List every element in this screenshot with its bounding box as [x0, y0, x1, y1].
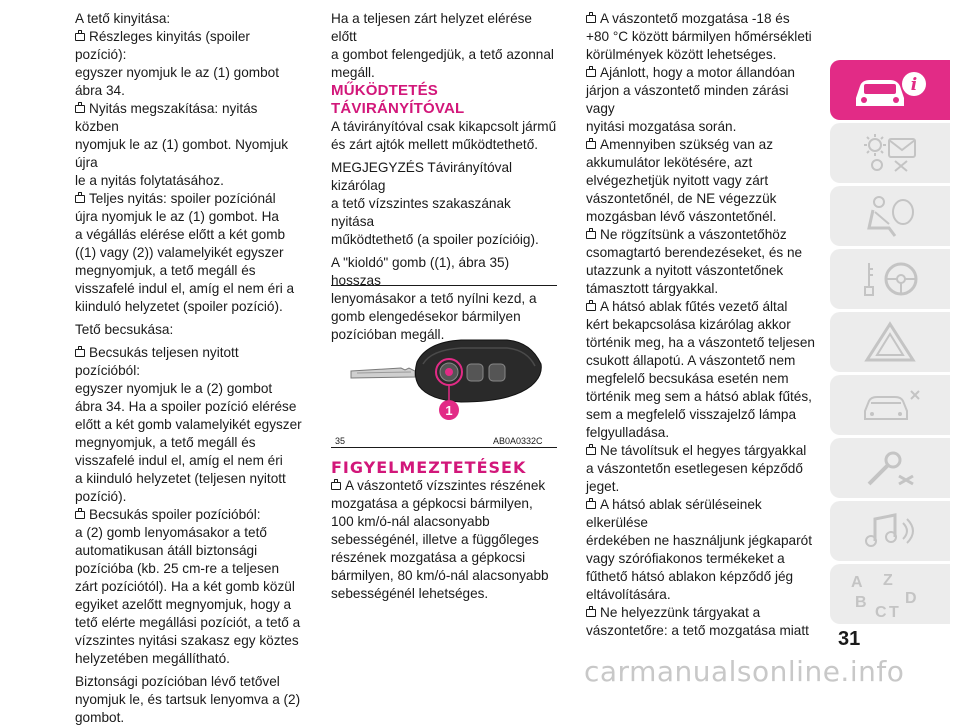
remote-key-figure — [331, 292, 557, 442]
bullet-icon — [586, 501, 596, 509]
figure-code: AB0A0332C — [493, 436, 543, 446]
paragraph: +80 °C között bármilyen hőmérsékleti — [586, 29, 812, 44]
dashboard-lights-icon — [855, 131, 925, 175]
paragraph: mozgásban lévő vászontetőnél. — [586, 209, 777, 224]
tab-emergency[interactable] — [830, 312, 950, 372]
paragraph: ábra 34. Ha a spoiler pozíció elérése — [75, 399, 297, 414]
bullet-line: Ne rögzítsünk a vászontetőhöz — [586, 226, 818, 244]
paragraph: bármilyen, 80 km/ó-nál alacsonyabb — [331, 568, 549, 583]
bullet-line: A hátsó ablak sérüléseinek elkerülése — [586, 497, 762, 530]
text-column-1 — [75, 10, 305, 727]
bullet-icon — [75, 511, 85, 519]
paragraph: Biztonsági pozícióban lévő tetővel — [75, 674, 280, 689]
bullet-icon — [586, 69, 596, 77]
bullet-icon — [586, 609, 596, 617]
button-3 — [489, 364, 505, 381]
paragraph: a gombot felengedjük, a tető azonnal — [331, 47, 554, 62]
paragraph: megáll. — [331, 65, 375, 80]
figure-bottom-rule — [331, 447, 557, 448]
warnings-block — [331, 459, 557, 603]
bullet-line: A vászontető mozgatása -18 és — [586, 10, 818, 28]
paragraph: pozícióba (kb. 25 cm-re a teljesen — [75, 561, 280, 576]
paragraph: Ha a teljesen zárt helyzet elérése előtt — [331, 11, 532, 44]
paragraph: a kiinduló helyzetet (teljesen nyitott — [75, 471, 286, 486]
tab-starting-driving[interactable] — [830, 249, 950, 309]
info-glyph: i — [910, 75, 918, 95]
key-steering-icon — [855, 257, 925, 301]
bullet-icon — [586, 447, 596, 455]
tab-dashboard[interactable] — [830, 123, 950, 183]
bullet-icon — [586, 303, 596, 311]
paragraph: sem a megfelelő visszajelző lámpa — [586, 407, 797, 422]
tab-index[interactable] — [830, 564, 950, 624]
paragraph: történik meg sem a hátsó ablak fűtés, — [586, 389, 812, 404]
warnings-heading: FIGYELMEZTETÉSEK — [331, 458, 527, 477]
paragraph: vízszintes nyitási szakasz egy köztes — [75, 633, 299, 648]
paragraph: egyszer nyomjuk le az (1) gombot — [75, 65, 279, 80]
chapter-tabs — [830, 60, 960, 627]
bullet-line: Nyitás megszakítása: nyitás közben — [75, 101, 258, 134]
button-1-symbol-icon — [445, 368, 453, 376]
bullet-line: A vászontető vízszintes részének — [331, 477, 557, 495]
paragraph: A tető kinyitása: — [75, 11, 171, 26]
bullet-line: Ne távolítsuk el hegyes tárgyakkal — [586, 442, 818, 460]
bullet-line: Részleges kinyitás (spoiler pozíció): — [75, 29, 250, 62]
paragraph: lenyomásakor a tető nyílni kezd, a — [331, 291, 537, 306]
paragraph: a tető vízszintes szakaszának nyitása — [331, 196, 511, 229]
paragraph: egyiket azelőtt megnyomjuk, hogy a — [75, 597, 292, 612]
figure-top-rule — [331, 285, 557, 286]
paragraph: fűthető hátsó ablakon képződő jég — [586, 569, 794, 584]
paragraph: megfelelő becsukása esetén nem — [586, 371, 789, 386]
bullet-icon — [586, 141, 596, 149]
paragraph: csomagtartó berendezéseket, és ne — [586, 245, 803, 260]
paragraph: ábra 34. — [75, 83, 125, 98]
paragraph: vászontetőnél, de NE végezzük — [586, 191, 777, 206]
paragraph: vászontetőre: a tető mozgatása miatt — [586, 623, 809, 638]
paragraph: jeget. — [586, 479, 620, 494]
bullet-line: Amennyiben szükség van az — [586, 136, 818, 154]
paragraph: akkumulátor lekötésére, azt — [586, 155, 753, 170]
paragraph: ((1) vagy (2)) valamelyikét egyszer — [75, 245, 284, 260]
wrench-tools-icon — [855, 446, 925, 490]
bullet-icon — [75, 33, 85, 41]
bullet-icon — [75, 195, 85, 203]
paragraph: sebességénél lehetséges. — [331, 586, 489, 601]
paragraph: visszafelé indul el, amíg el nem éri a — [75, 281, 295, 296]
paragraph: működtethető (a spoiler pozícióig). — [331, 232, 539, 247]
button-2 — [467, 364, 483, 381]
index-letter: D — [905, 590, 917, 607]
paragraph: elvégezhetjük nyitott vagy zárt — [586, 173, 769, 188]
paragraph: és zárt ajtók mellett működtethető. — [331, 137, 539, 152]
tab-multimedia[interactable] — [830, 501, 950, 561]
paragraph: pozícióban megáll. — [331, 327, 445, 342]
paragraph: részének mozgatása a gépkocsi — [331, 550, 526, 565]
paragraph: felgyulladása. — [586, 425, 670, 440]
car-info-icon — [850, 68, 930, 112]
car-service-icon — [855, 383, 925, 427]
bullet-icon — [586, 15, 596, 23]
bullet-icon — [75, 349, 85, 357]
paragraph: visszafelé indul el, amíg el nem éri — [75, 453, 283, 468]
alphabet-index-icon — [845, 567, 935, 621]
paragraph: kiinduló helyzetet (spoiler pozíció). — [75, 299, 283, 314]
bullet-line: Becsukás spoiler pozícióból: — [75, 506, 305, 524]
bullet-icon — [75, 105, 85, 113]
section-heading: MŰKÖDTETÉS TÁVIRÁNYÍTÓVAL — [331, 82, 465, 117]
paragraph: helyzetében megállítható. — [75, 651, 230, 666]
paragraph: gomb elengedésekor bármilyen — [331, 309, 521, 324]
subheading: Tető becsukása: — [75, 322, 174, 337]
bullet-line: Teljes nyitás: spoiler pozíciónál — [75, 190, 305, 208]
callout-label: 1 — [445, 403, 453, 418]
index-letter: A — [851, 574, 863, 591]
paragraph: sebességénél, illetve a függőleges — [331, 532, 539, 547]
paragraph: mozgatása a gépkocsi bármilyen, — [331, 496, 533, 511]
bullet-icon — [331, 482, 341, 490]
paragraph: nyitási mozgatása során. — [586, 119, 737, 134]
paragraph: körülmények között lehetséges. — [586, 47, 777, 62]
paragraph: le a nyitás folytatásához. — [75, 173, 224, 188]
bullet-line: Ne helyezzünk tárgyakat a — [586, 604, 818, 622]
bullet-line: A hátsó ablak fűtés vezető által — [586, 298, 818, 316]
figure-number: 35 — [335, 436, 346, 446]
paragraph: a végállás elérése előtt a két gomb — [75, 227, 286, 242]
paragraph: egyszer nyomjuk le a (2) gombot — [75, 381, 273, 396]
paragraph: eltávolítására. — [586, 587, 671, 602]
paragraph: nyomjuk le, és tartsuk lenyomva a (2) — [75, 692, 301, 707]
index-letter: T — [889, 604, 899, 621]
paragraph: támasztott tárgyakkal. — [586, 281, 719, 296]
paragraph: csukott állapotú. A vászontető nem — [586, 353, 796, 368]
paragraph: kért bekapcsolása kizárólag akkor — [586, 317, 791, 332]
paragraph: zárt pozíciótól). Ha a két gomb közül — [75, 579, 295, 594]
paragraph: történik meg, ha a vászontető teljesen — [586, 335, 815, 350]
multimedia-icon — [855, 509, 925, 553]
paragraph: tető elérte megállási pozíciót, a tető a — [75, 615, 301, 630]
paragraph: A távirányítóval csak kikapcsolt jármű — [331, 119, 557, 134]
paragraph: megnyomjuk, a tető megáll és — [75, 435, 256, 450]
paragraph: gombot. — [75, 710, 125, 725]
index-letter: B — [855, 594, 867, 611]
page-number: 31 — [838, 628, 861, 650]
warning-triangle-icon — [855, 320, 925, 364]
paragraph: előtt a két gomb valamelyikét egyszer — [75, 417, 302, 432]
paragraph: 100 km/ó-nál alacsonyabb — [331, 514, 490, 529]
bullet-line: Becsukás teljesen nyitott pozícióból: — [75, 345, 239, 378]
bullet-line: Ajánlott, hogy a motor állandóan — [586, 64, 818, 82]
paragraph: A "kioldó" gomb ((1), ábra 35) hosszas — [331, 255, 510, 288]
paragraph: MEGJEGYZÉS Távirányítóval kizárólag — [331, 160, 513, 193]
paragraph: járjon a vászontető minden zárási vagy — [586, 83, 789, 116]
paragraph: utazzunk a nyitott vászontetőnek — [586, 263, 784, 278]
paragraph: automatikusan átáll biztonsági — [75, 543, 258, 558]
index-letter: C — [875, 604, 887, 621]
paragraph: a vászontetőn esetlegesen képződő — [586, 461, 803, 476]
airbag-seat-icon — [855, 194, 925, 238]
paragraph: megnyomjuk, a tető megáll és — [75, 263, 256, 278]
tab-safety[interactable] — [830, 186, 950, 246]
bullet-icon — [586, 231, 596, 239]
paragraph: érdekében ne használjunk jégkaparót — [586, 533, 812, 548]
paragraph: vagy szórófiakonos termékeket a — [586, 551, 785, 566]
paragraph: pozíció). — [75, 489, 127, 504]
text-column-3 — [586, 10, 818, 640]
paragraph: nyomjuk le az (1) gombot. Nyomjuk újra — [75, 137, 289, 170]
watermark: carmanualsonline.info — [584, 655, 905, 688]
tab-car-info[interactable] — [830, 60, 950, 120]
tab-technical-data[interactable] — [830, 438, 950, 498]
paragraph: újra nyomjuk le az (1) gombot. Ha — [75, 209, 279, 224]
tab-maintenance[interactable] — [830, 375, 950, 435]
paragraph: a (2) gomb lenyomásakor a tető — [75, 525, 267, 540]
index-letter: Z — [883, 572, 893, 589]
